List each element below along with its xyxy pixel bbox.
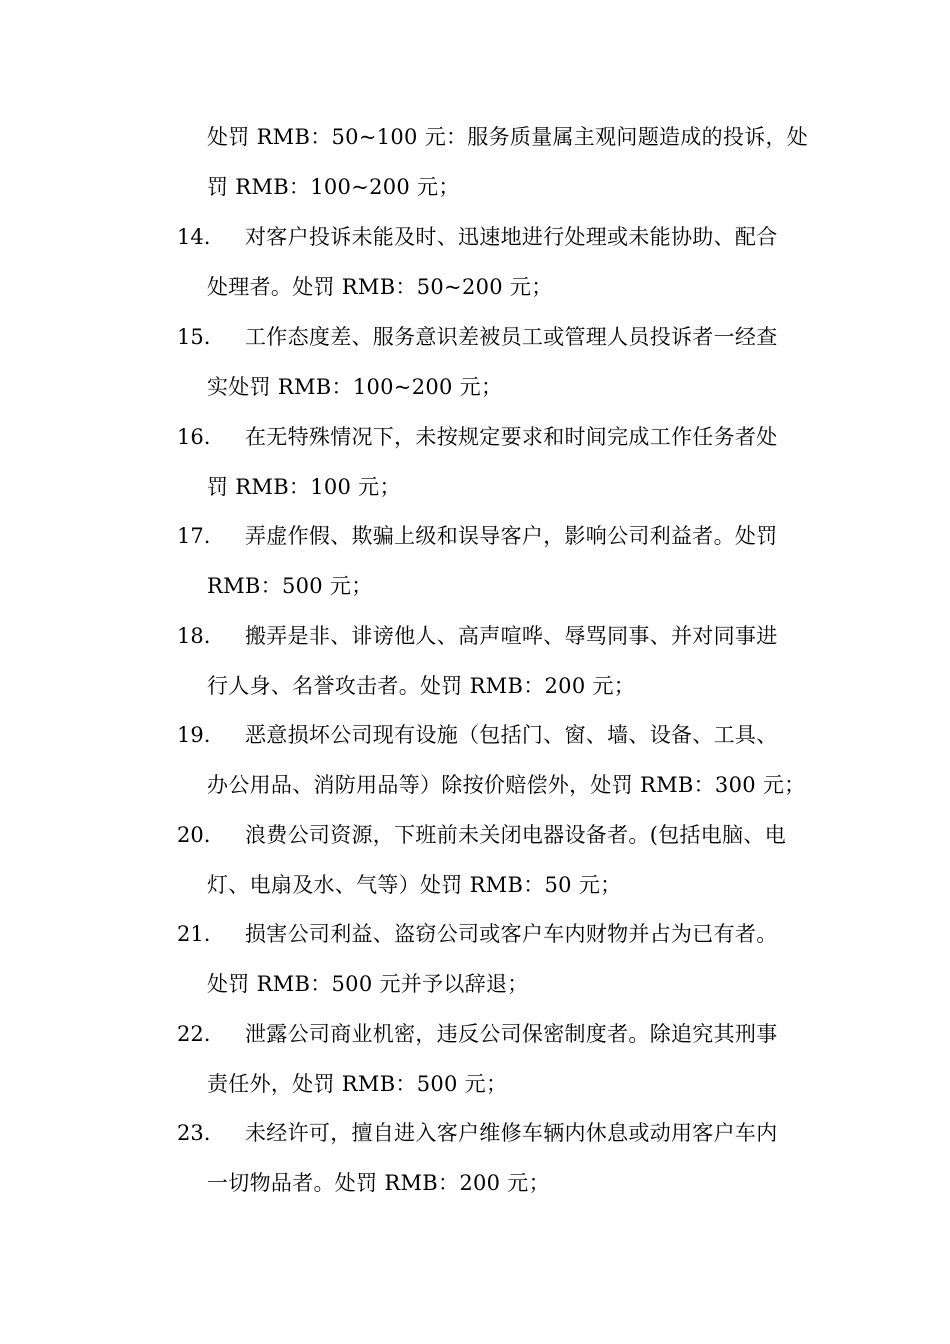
item-number: 22. — [177, 1022, 211, 1046]
item-text-line-2: 罚 RMB：100 元； — [207, 475, 401, 499]
item-text-line-2: 责任外，处罚 RMB：500 元； — [207, 1072, 508, 1096]
lead-in-line-1: 处罚 RMB：50~100 元：服务质量属主观问题造成的投诉，处 — [207, 125, 809, 149]
item-text-line-1: 未经许可，擅自进入客户维修车辆内休息或动用客户车内 — [245, 1121, 778, 1145]
item-number: 23. — [177, 1121, 211, 1145]
item-text-line-1: 在无特殊情况下，未按规定要求和时间完成工作任务者处 — [245, 425, 778, 449]
lead-in-line-2: 罚 RMB：100~200 元； — [207, 175, 460, 199]
item-text-line-2: 处理者。处罚 RMB：50~200 元； — [207, 275, 553, 299]
item-text-line-1: 恶意损坏公司现有设施（包括门、窗、墙、设备、工具、 — [245, 723, 778, 747]
item-text-line-2: 处罚 RMB：500 元并予以辞退； — [207, 972, 529, 996]
item-number: 19. — [177, 723, 211, 747]
item-text-line-1: 泄露公司商业机密，违反公司保密制度者。除追究其刑事 — [245, 1022, 778, 1046]
item-text-line-2: 办公用品、消防用品等）除按价赔偿外，处罚 RMB：300 元； — [207, 773, 806, 797]
item-text-line-1: 工作态度差、服务意识差被员工或管理人员投诉者一经查 — [245, 325, 778, 349]
item-text-line-2: 一切物品者。处罚 RMB：200 元； — [207, 1171, 550, 1195]
item-text-line-1: 损害公司利益、盗窃公司或客户车内财物并占为已有者。 — [245, 922, 778, 946]
item-number: 15. — [177, 325, 211, 349]
item-text-line-2: 行人身、名誉攻击者。处罚 RMB：200 元； — [207, 674, 636, 698]
item-text-line-1: 浪费公司资源，下班前未关闭电器设备者。(包括电脑、电 — [245, 823, 786, 847]
item-text-line-1: 弄虚作假、欺骗上级和误导客户，影响公司利益者。处罚 — [245, 524, 778, 548]
item-number: 17. — [177, 524, 211, 548]
item-number: 14. — [177, 225, 211, 249]
item-text-line-1: 对客户投诉未能及时、迅速地进行处理或未能协助、配合 — [245, 225, 778, 249]
item-text-line-2: 实处罚 RMB：100~200 元； — [207, 375, 503, 399]
item-number: 21. — [177, 922, 211, 946]
item-number: 20. — [177, 823, 211, 847]
item-number: 16. — [177, 425, 211, 449]
item-text-line-2: 灯、电扇及水、气等）处罚 RMB：50 元； — [207, 873, 622, 897]
item-text-line-1: 搬弄是非、诽谤他人、高声喧哗、辱骂同事、并对同事进 — [245, 624, 778, 648]
item-text-line-2: RMB：500 元； — [207, 574, 373, 598]
item-number: 18. — [177, 624, 211, 648]
